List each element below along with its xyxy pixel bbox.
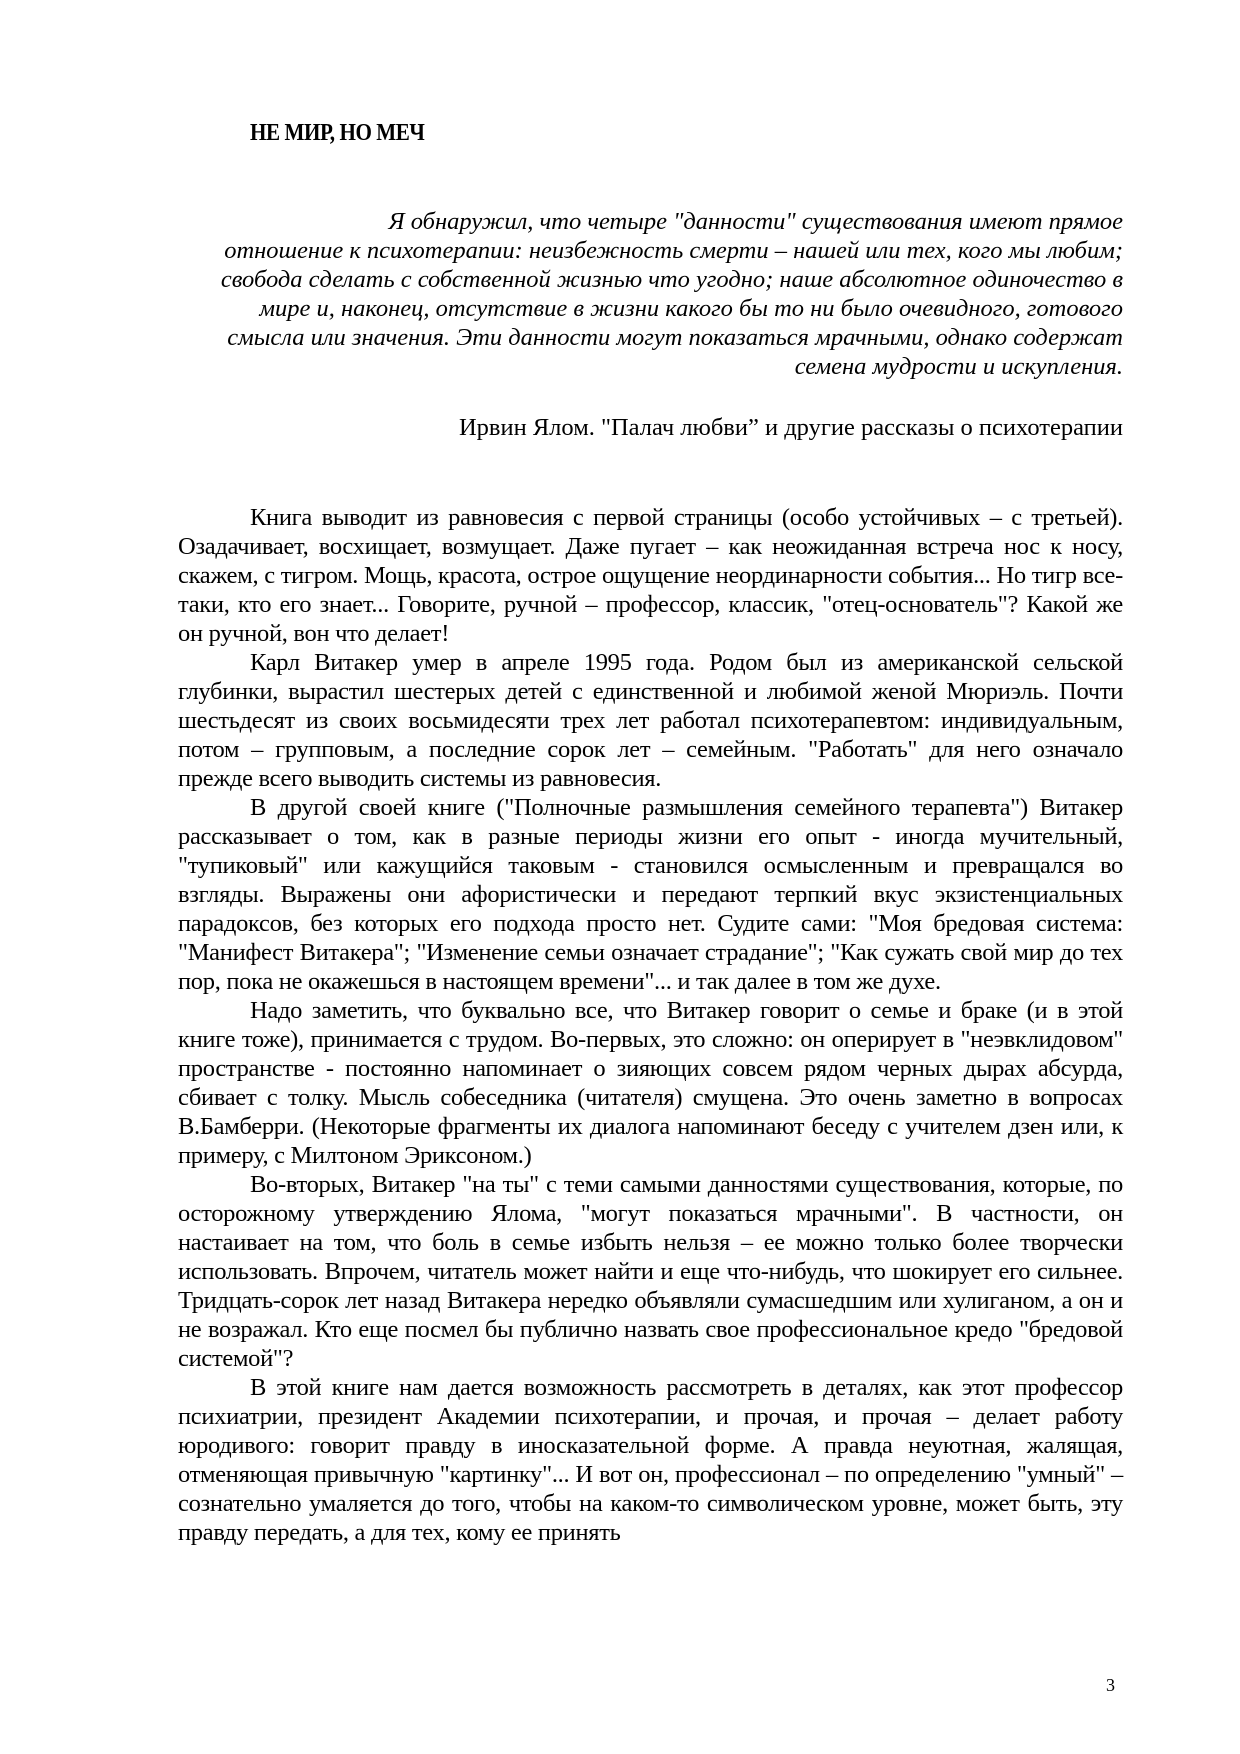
page-number: 3 xyxy=(1106,1675,1115,1695)
epigraph-attribution: Ирвин Ялом. "Палач любви” и другие рассказы о психотерапии xyxy=(458,414,1123,441)
epigraph xyxy=(175,207,1123,381)
epigraph-line: Я обнаружил, что четыре "данности" существования имеют прямое xyxy=(388,208,1123,235)
body-text xyxy=(178,503,1123,1547)
epigraph-line: отношение к психотерапии: неизбежность смерти – нашей или тех, кого мы любим; xyxy=(224,237,1123,264)
epigraph-line: свобода сделать с собственной жизнью что угодно; наше абсолютное одиночество в xyxy=(220,266,1123,293)
paragraph: Карл Витакер умер в апреле 1995 года. Родом был из американской сельской глубинки, вырастил шестерых детей с единственной и любимой женой Мюриэль. Почти шестьдесят из своих восьмидесяти трех лет работал психотерапевтом: индивидуальным, потом – групповым, а последние сорок лет – семейным. "Работать" для него означало прежде всего выводить системы из равновесия. xyxy=(178,649,1123,792)
paragraph: Надо заметить, что буквально все, что Витакер говорит о семье и браке (и в этой книге тоже), принимается с трудом. Во-первых, это сложно: он оперирует в "неэвклидовом" пространстве - постоянно напоминает о зияющих совсем рядом черных дырах абсурда, сбивает с толку. Мысль собеседника (читателя) смущена. Это очень заметно в вопросах В.Бамберри. (Некоторые фрагменты их диалога напоминают беседу с учителем дзен или, к примеру, с Милтоном Эриксоном.) xyxy=(178,997,1123,1169)
epigraph-line: семена мудрости и искупления. xyxy=(794,353,1123,380)
paragraph: Книга выводит из равновесия с первой страницы (особо устойчивых – с третьей). Озадачивает, восхищает, возмущает. Даже пугает – как неожиданная встреча нос к носу, скажем, с тигром. Мощь, красота, острое ощущение неординарности события... Но тигр все-таки, кто его знает... Говорите, ручной – профессор, классик, "отец-основатель"? Какой же он ручной, вон что делает! xyxy=(178,504,1123,647)
epigraph-line: смысла или значения. Эти данности могут показаться мрачными, однако содержат xyxy=(227,324,1123,351)
epigraph-line: мире и, наконец, отсутствие в жизни какого бы то ни было очевидного, готового xyxy=(259,295,1123,322)
paragraph: В этой книге нам дается возможность рассмотреть в деталях, как этот профессор психиатрии, президент Академии психотерапии, и прочая, и прочая – делает работу юродивого: говорит правду в иносказательной форме. А правда неуютная, жалящая, отменяющая привычную "картинку"... И вот он, профессионал – по определению "умный" – сознательно умаляется до того, чтобы на каком-то символическом уровне, может быть, эту правду передать, а для тех, кому ее принять xyxy=(178,1374,1123,1546)
paragraph: Во-вторых, Витакер "на ты" с теми самыми данностями существования, которые, по осторожному утверждению Ялома, "могут показаться мрачными". В частности, он настаивает на том, что боль в семье избыть нельзя – ее можно только более творчески использовать. Впрочем, читатель может найти и еще что-нибудь, что шокирует его сильнее. Тридцать-сорок лет назад Витакера нередко объявляли сумасшедшим или хулиганом, а он и не возражал. Кто еще посмел бы публично назвать свое профессиональное кредо "бредовой системой"? xyxy=(178,1171,1123,1372)
paragraph: В другой своей книге ("Полночные размышления семейного терапевта") Витакер рассказывает о том, как в разные периоды жизни его опыт - иногда мучительный, "тупиковый" или кажущийся таковым - становился осмысленным и превращался во взгляды. Выражены они афористически и передают терпкий вкус экзистенциальных парадоксов, без которых его подхода просто нет. Судите сами: "Моя бредовая система: "Манифест Витакера"; "Изменение семьи означает страдание"; "Как сужать свой мир до тех пор, пока не окажешься в настоящем времени"... и так далее в том же духе. xyxy=(178,794,1123,995)
chapter-title: НЕ МИР, НО МЕЧ xyxy=(250,120,425,146)
